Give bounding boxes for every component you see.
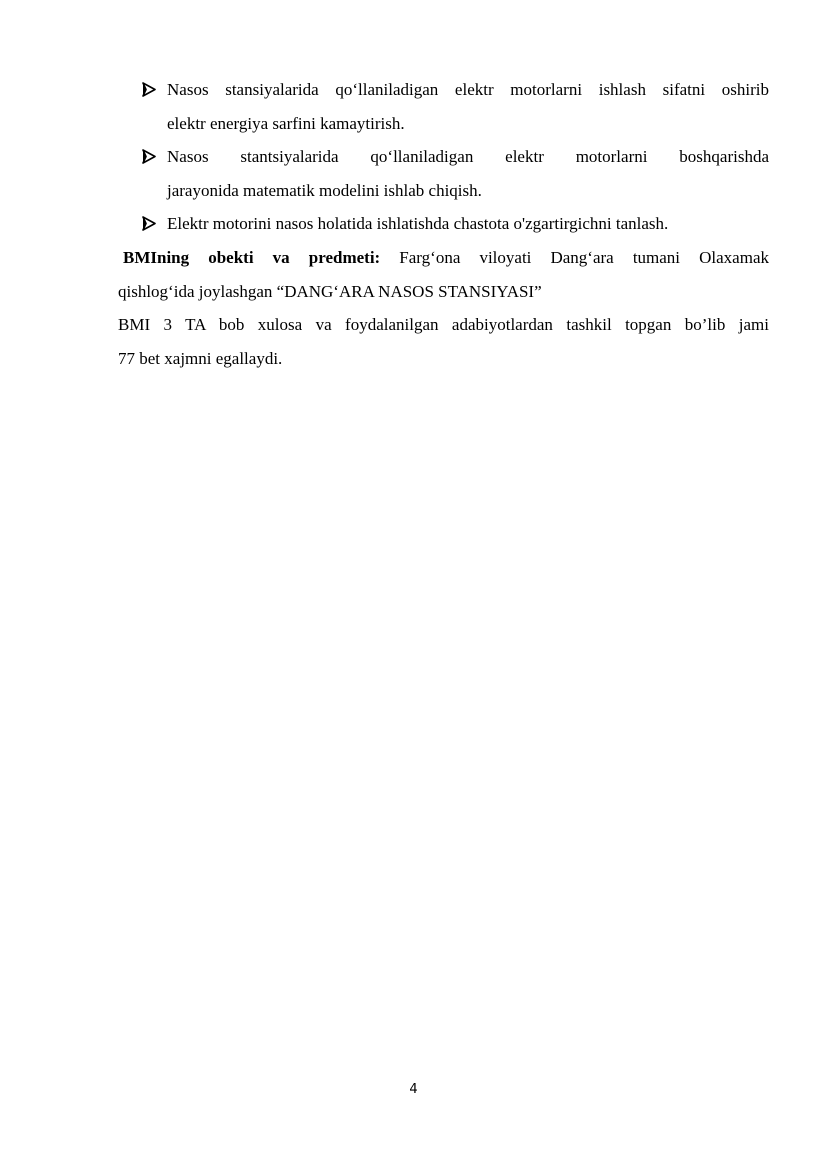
- bullet-item-1-line1: Nasos stansiyalarida qo‘llaniladigan elektr motorlarni ishlash sifatni oshirib: [167, 80, 769, 99]
- objectives-bullet-list: [141, 73, 769, 241]
- arrowhead-bullet-icon: [141, 140, 159, 174]
- object-paragraph-line2: qishlog‘ida joylashgan “DANG‘ARA NASOS STANSIYASI”: [118, 281, 542, 301]
- bullet-item-3: [141, 207, 769, 241]
- bullet-item-2-line2: jarayonida matematik modelini ishlab chiqish.: [167, 180, 482, 200]
- object-paragraph: [118, 241, 769, 308]
- bullet-item-1-line2: elektr energiya sarfini kamaytirish.: [167, 113, 405, 133]
- bullet-item-1: [141, 73, 769, 140]
- arrowhead-bullet-icon: [141, 207, 159, 241]
- bullet-item-3-line1: Elektr motorini nasos holatida ishlatishda chastota o'zgartirgichni tanlash.: [167, 214, 669, 233]
- structure-paragraph-line1: BMI 3 TA bob xulosa va foydalanilgan adabiyotlardan tashkil topgan bo’lib jami: [118, 315, 769, 334]
- object-label: BMIning obekti va predmeti:: [123, 248, 381, 267]
- bullet-item-2-line1: Nasos stantsiyalarida qo‘llaniladigan elektr motorlarni boshqarishda: [167, 147, 769, 166]
- structure-paragraph-line2: 77 bet xajmni egallaydi.: [118, 348, 283, 368]
- structure-paragraph: [118, 308, 769, 375]
- page-number: 4: [409, 1082, 418, 1097]
- arrowhead-bullet-icon: [141, 73, 159, 107]
- object-paragraph-line1-text: Farg‘ona viloyati Dang‘ara tumani Olaxamak: [380, 248, 769, 267]
- bullet-item-2: [141, 140, 769, 207]
- object-paragraph-line1: [118, 241, 769, 275]
